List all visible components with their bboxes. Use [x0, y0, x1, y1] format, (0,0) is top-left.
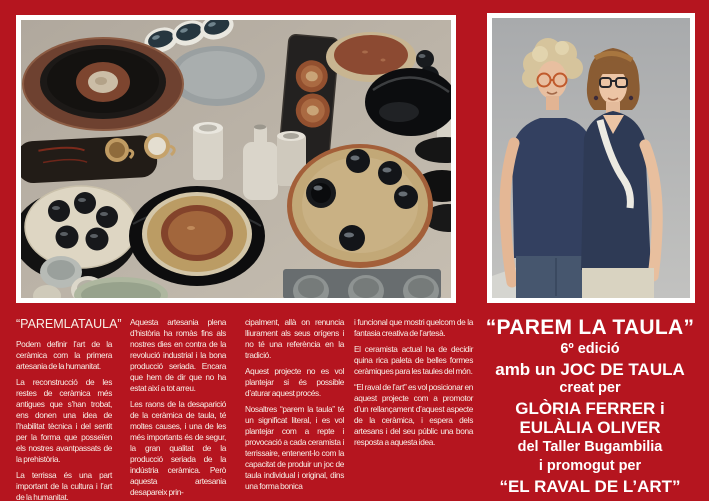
article-paragraph: Podem definir l’art de la ceràmica com la primera artesania de la humanitat. [16, 339, 112, 371]
article-paragraph: La reconstrucció de les restes de ceràmica més antigues que s’han trobat, ens donen una idea de l’habilitat tècnica i del sentit per la forma que posseïen els nostres avantpassats de la prehistòria. [16, 377, 112, 464]
article-column-4 [354, 317, 473, 453]
gray-oval-plate [169, 46, 265, 106]
artisans-photo-illustration [492, 18, 690, 298]
article-paragraph: cipalment, allà on renuncia lliurament als seus orígens i no té una referència en la tradició. [245, 317, 344, 360]
woman-right-earring [629, 96, 633, 100]
woman-left-neck [546, 96, 559, 110]
article-paragraph: i funcional que mostri quelcom de la fantasia creativa de l’artesà. [354, 317, 473, 338]
promo-promoted-by: i promogut per [538, 458, 642, 474]
promo-author-1: GLÒRIA FERRER i [515, 398, 665, 418]
promo-title: “PAREM LA TAULA” [485, 316, 695, 339]
article-paragraph: “El raval de l’art” es vol posicionar en aquest projecte com a promotor d’un rellançament d’aquest aspecte de la ceràmica, i espera dels artesans i del seu públic una bona resposta a aquesta idea. [354, 382, 473, 447]
article-column-1 [16, 317, 122, 501]
promo-edition: 6º edició [560, 341, 620, 357]
promo-workshop: del Taller Bugambilia [517, 438, 663, 455]
stacked-plates-rust-bowl [129, 186, 265, 286]
article-paragraph: Aquest projecte no es vol plantejar si és possible d’aturar aquest procés. [245, 366, 344, 398]
artisans-photo [487, 13, 695, 303]
article-paragraph: Aquesta artesania plena d’història ha romàs fins als nostres dies en contra de la revolució industrial i la bona producció seriada. Encara que hem de dir que no ha estat així a tot arreu. [130, 317, 226, 393]
promo-author-2: EULÀLIA OLIVER [519, 418, 661, 437]
promo-block [482, 316, 698, 496]
promo-joc-de-taula: amb un JOC DE TAULA [495, 359, 685, 379]
article-column-2 [130, 317, 226, 501]
tan-plate-black-bowls [287, 144, 433, 268]
ceramics-photo [16, 15, 456, 303]
article-paragraph: El ceramista actual ha de decidir quina rica paleta de belles formes ceràmiques para les taules del món. [354, 344, 473, 376]
copper-plate-stack [23, 38, 183, 130]
article-paragraph: La terrissa és una part important de la cultura i l’art de la humanitat. [16, 470, 112, 501]
woman-right-top [581, 111, 651, 270]
article-heading: “PAREMLATAULA” [16, 317, 122, 331]
woman-right-pants [582, 268, 654, 298]
gray-tray-bowls [283, 269, 441, 298]
article-column-3 [245, 317, 344, 497]
promo-promoter: “EL RAVAL DE L’ART” [499, 476, 681, 496]
article-paragraph: Nosaltres “parem la taula” té un significat literal, i es vol plantejar com a repte i provocació a cada ceramista i terrissaire, entenent-lo com la capacitat de produir un joc de taula individual i original, dins una forma bonica [245, 404, 344, 491]
woman-right-earring [594, 96, 598, 100]
promo-created-by: creat per [559, 380, 621, 396]
ceramics-photo-illustration [21, 20, 451, 298]
article-paragraph: Les raons de la desaparició de la ceràmica de taula, té moltes causes, i una de les més importants és de segur, la gran qualitat de la producció seriada de la indústria ceràmica. Però aquesta artesania desapareix prin- [130, 399, 226, 497]
